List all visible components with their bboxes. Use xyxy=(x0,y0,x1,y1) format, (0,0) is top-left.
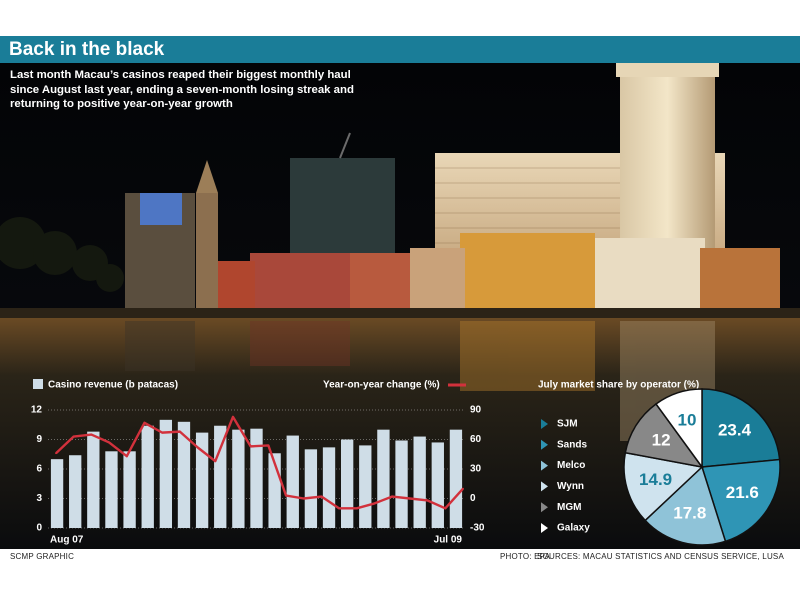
pie-value-label: 17.8 xyxy=(673,503,707,523)
yoy-point xyxy=(462,488,464,490)
x-label-start: Aug 07 xyxy=(50,534,84,546)
legend-marker xyxy=(541,502,548,512)
x-label-end: Jul 09 xyxy=(433,534,462,546)
pie-legend-label: Melco xyxy=(557,460,586,472)
yoy-point xyxy=(73,436,75,438)
footer-photo-credit: PHOTO: EPA xyxy=(500,552,551,561)
revenue-bar xyxy=(323,447,335,528)
legend-bar-swatch xyxy=(33,379,43,389)
pie-legend-label: Wynn xyxy=(557,481,585,493)
yoy-point xyxy=(126,455,128,457)
revenue-bar xyxy=(87,432,99,528)
yoy-point xyxy=(285,495,287,497)
y-tick-label: 3 xyxy=(36,493,42,505)
legend-marker xyxy=(541,523,548,533)
y-tick-label: 12 xyxy=(30,404,42,416)
pie-legend-label: SJM xyxy=(557,418,578,430)
yoy-point xyxy=(267,445,269,447)
legend-marker xyxy=(541,481,548,491)
yoy-point xyxy=(108,442,110,444)
pie-value-label: 14.9 xyxy=(639,470,673,490)
revenue-bar xyxy=(395,440,407,528)
yoy-point xyxy=(391,496,393,498)
y2-tick-label: 30 xyxy=(470,463,482,475)
yoy-point xyxy=(444,507,446,509)
revenue-bar xyxy=(69,455,81,528)
pie-title: July market share by operator (%) xyxy=(538,379,700,391)
pie-legend-label: Sands xyxy=(557,439,588,451)
revenue-bar xyxy=(341,440,353,529)
revenue-bar xyxy=(51,459,63,528)
revenue-bar xyxy=(359,445,371,528)
yoy-point xyxy=(338,507,340,509)
revenue-bar xyxy=(105,451,117,528)
revenue-bar xyxy=(123,451,135,528)
yoy-point xyxy=(55,452,57,454)
legend-marker xyxy=(541,419,548,429)
y2-tick-label: 90 xyxy=(470,404,482,416)
y2-tick-label: 0 xyxy=(470,493,476,505)
yoy-point xyxy=(197,446,199,448)
yoy-point xyxy=(250,445,252,447)
yoy-point xyxy=(144,422,146,424)
pie-value-label: 10 xyxy=(677,410,697,430)
subtitle: Last month Macau’s casinos reaped their biggest monthly haul since August last year, ending a seven-month losing streak and returning to positive year-on-year growth xyxy=(10,69,354,110)
y-tick-label: 9 xyxy=(36,434,42,446)
yoy-point xyxy=(232,416,234,418)
y-tick-label: 6 xyxy=(36,463,42,475)
pie-legend-label: Galaxy xyxy=(557,522,590,534)
footer-credit: SCMP GRAPHIC xyxy=(10,552,75,561)
yoy-point xyxy=(303,498,305,500)
yoy-point xyxy=(409,498,411,500)
page-title: Back in the black xyxy=(9,39,165,60)
revenue-bar xyxy=(232,430,244,528)
revenue-bar xyxy=(414,437,426,528)
pie-value-label: 23.4 xyxy=(717,420,752,440)
revenue-bar xyxy=(287,436,299,528)
pie-value-label: 21.6 xyxy=(725,483,759,503)
revenue-bar xyxy=(305,449,317,528)
footer-sources: SOURCES: MACAU STATISTICS AND CENSUS SERVICE, LUSA xyxy=(537,552,784,561)
yoy-point xyxy=(90,434,92,436)
revenue-bar xyxy=(450,430,462,528)
y-tick-label: 0 xyxy=(36,522,42,534)
legend-marker xyxy=(541,461,548,471)
pie-legend-label: MGM xyxy=(557,501,582,513)
y2-tick-label: -30 xyxy=(470,522,485,534)
y2-tick-label: 60 xyxy=(470,434,482,446)
yoy-point xyxy=(374,503,376,505)
yoy-point xyxy=(214,460,216,462)
legend-yoy-label: Year-on-year change (%) xyxy=(323,379,440,391)
revenue-bar xyxy=(377,430,389,528)
yoy-point xyxy=(427,500,429,502)
revenue-bar xyxy=(160,420,172,528)
yoy-point xyxy=(161,432,163,434)
yoy-point xyxy=(321,496,323,498)
pie-value-label: 12 xyxy=(651,430,671,450)
revenue-bar xyxy=(432,442,444,528)
legend-marker xyxy=(541,440,548,450)
yoy-point xyxy=(356,507,358,509)
legend-revenue-label: Casino revenue (b patacas) xyxy=(48,379,179,391)
revenue-bar xyxy=(250,429,262,528)
yoy-point xyxy=(179,431,181,433)
revenue-bar xyxy=(142,426,154,528)
